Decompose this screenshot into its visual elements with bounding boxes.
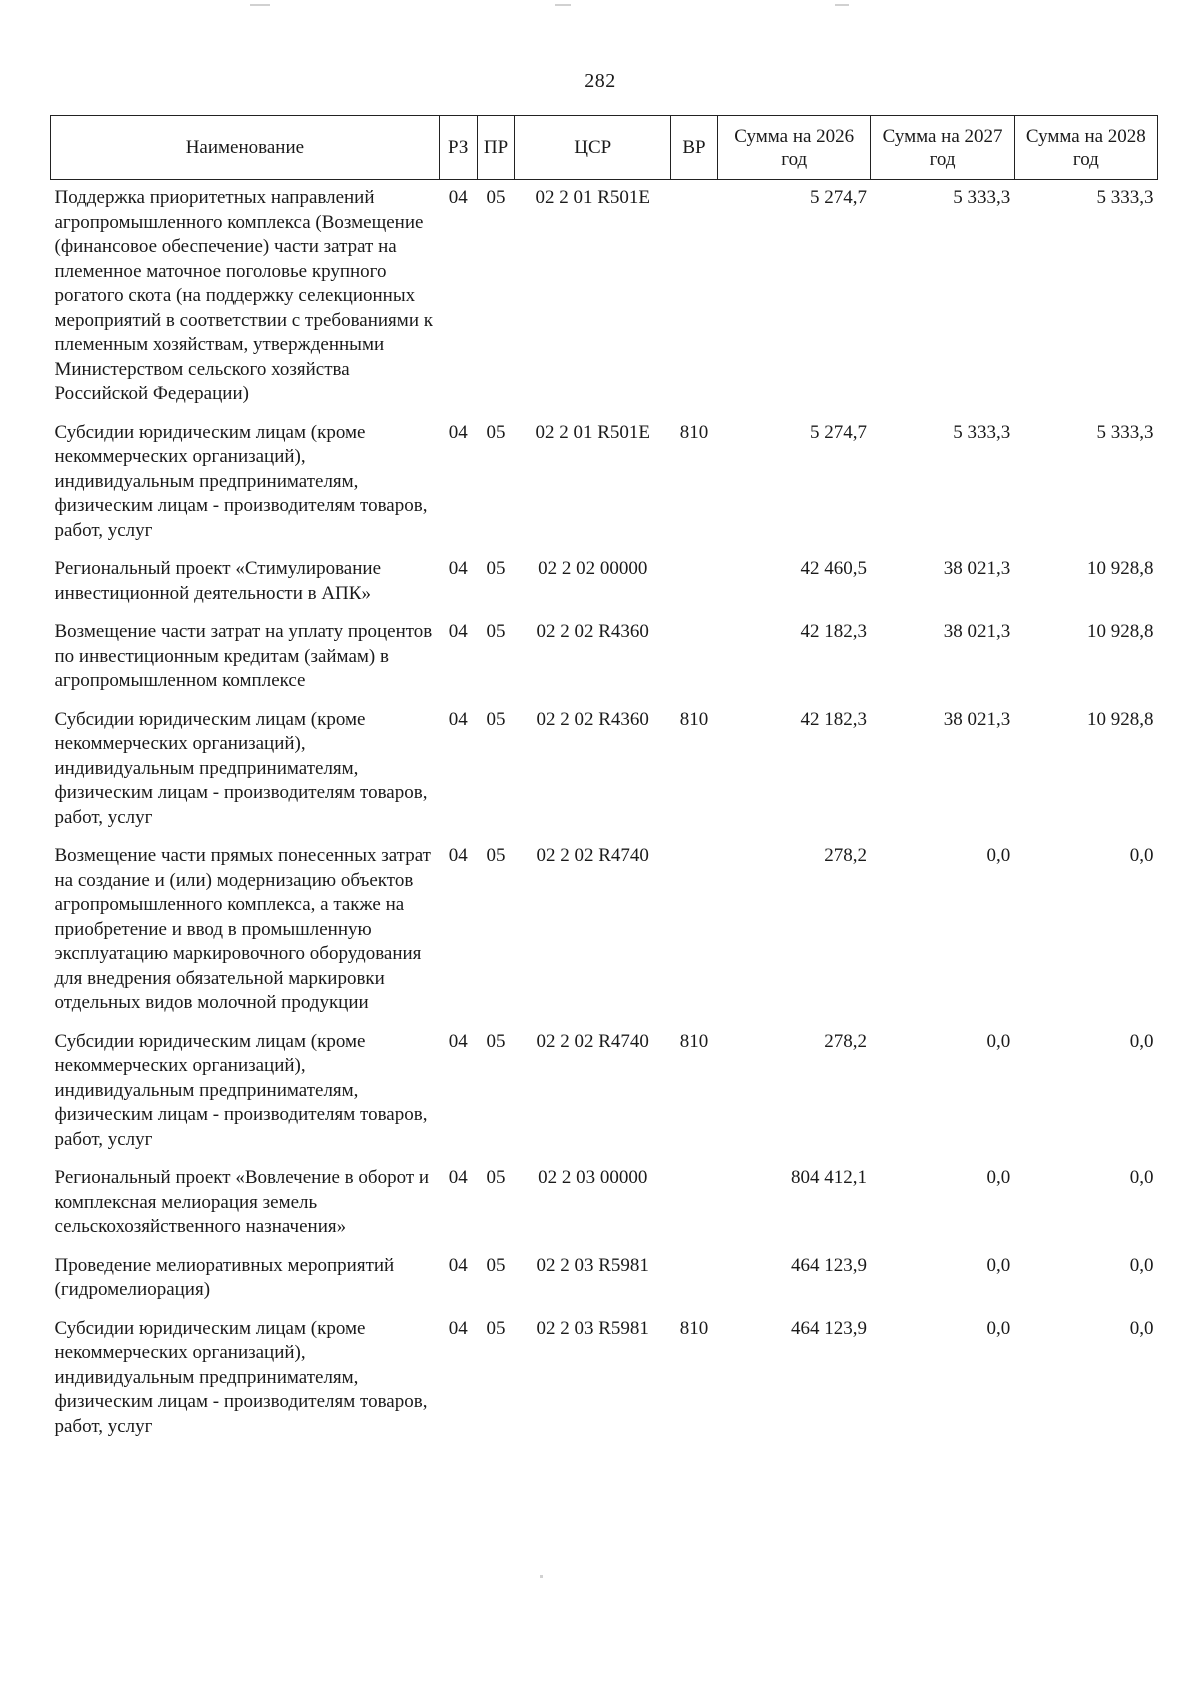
row-csr: 02 2 02 R4740 — [536, 845, 649, 866]
row-name: Субсидии юридическим лицам (кроме некоммерческих организаций), индивидуальным предпринимателям, физическим лицам - производителям товаров, работ, услуг — [54, 708, 428, 828]
row-vr: 810 — [679, 1317, 709, 1339]
row-csr: 02 2 01 R501E — [535, 187, 650, 208]
row-rz: 04 — [448, 1254, 468, 1276]
row-rz: 04 — [448, 1167, 468, 1188]
header-sum-2026: Сумма на 2026 год — [718, 116, 871, 180]
row-sum-2026: 42 182,3 — [800, 708, 867, 730]
row-sum-2026: 278,2 — [824, 1030, 867, 1052]
table-row — [51, 180, 1158, 415]
row-name: Субсидии юридическим лицам (кроме некоммерческих организаций), индивидуальным предпринимателям, физическим лицам - производителям товаров, работ, услуг — [54, 1317, 428, 1437]
row-pr: 05 — [486, 845, 506, 866]
row-vr — [670, 180, 717, 415]
table-header — [51, 116, 1158, 180]
row-sum-2027: 0,0 — [986, 845, 1011, 866]
table-row — [51, 614, 1158, 702]
table-body — [51, 180, 1158, 1448]
row-sum-2027: 0,0 — [986, 1167, 1011, 1188]
row-csr: 02 2 02 R4360 — [536, 621, 649, 642]
row-vr — [670, 1248, 717, 1311]
scan-speck — [540, 1575, 543, 1578]
table-row — [51, 702, 1158, 839]
row-name: Возмещение части прямых понесенных затрат на создание и (или) модернизацию объектов агропромышленного комплекса, а также на приобретение и ввод в промышленную эксплуатацию маркировочного оборудования для внедрения обязательной маркировки отдельных видов молочной продукции — [54, 845, 431, 1013]
row-csr: 02 2 02 R4740 — [536, 1030, 649, 1052]
row-pr: 05 — [486, 558, 506, 579]
page-number: 282 — [584, 70, 616, 92]
row-sum-2026: 804 412,1 — [790, 1167, 867, 1188]
header-name: Наименование — [51, 116, 440, 180]
table-row — [51, 551, 1158, 614]
row-vr: 810 — [679, 421, 709, 443]
row-vr: 810 — [679, 708, 709, 730]
row-vr: 810 — [679, 1030, 709, 1052]
row-sum-2026: 278,2 — [824, 845, 867, 866]
row-rz: 04 — [448, 1030, 468, 1052]
table-row — [51, 1311, 1158, 1448]
row-csr: 02 2 03 R5981 — [536, 1317, 649, 1339]
row-csr: 02 2 01 R501E — [535, 421, 650, 443]
row-name: Возмещение части затрат на уплату процентов по инвестиционным кредитам (займам) в агропромышленном комплексе — [54, 621, 433, 691]
row-pr: 05 — [486, 421, 506, 443]
row-pr: 05 — [486, 708, 506, 730]
row-sum-2028: 0,0 — [1129, 1254, 1154, 1276]
row-sum-2027: 0,0 — [986, 1254, 1011, 1276]
table-row — [51, 838, 1158, 1024]
row-pr: 05 — [486, 1030, 506, 1052]
row-rz: 04 — [448, 708, 468, 730]
row-sum-2026: 464 123,9 — [790, 1317, 867, 1339]
scan-speck — [835, 4, 849, 6]
row-pr: 05 — [486, 1167, 506, 1188]
row-vr — [670, 614, 717, 702]
row-sum-2028: 0,0 — [1129, 1167, 1154, 1188]
header-pr: ПР — [477, 116, 515, 180]
row-sum-2028: 0,0 — [1129, 845, 1154, 866]
header-rz: РЗ — [439, 116, 477, 180]
row-sum-2026: 5 274,7 — [809, 187, 867, 208]
row-name: Поддержка приоритетных направлений агропромышленного комплекса (Возмещение (финансовое обеспечение) части затрат на племенное маточное поголовье крупного рогатого скота (на поддержку селекционных мероприятий в соответствии с требованиями к племенным хозяйствам, утвержденными Министерством сельского хозяйства Российской Федерации) — [54, 187, 433, 404]
row-name: Региональный проект «Стимулирование инвестиционной деятельности в АПК» — [54, 558, 381, 604]
row-csr: 02 2 02 R4360 — [536, 708, 649, 730]
row-sum-2028: 10 928,8 — [1087, 621, 1154, 642]
row-sum-2027: 5 333,3 — [953, 421, 1011, 443]
table-row — [51, 1248, 1158, 1311]
row-sum-2026: 5 274,7 — [809, 421, 867, 443]
header-vr: ВР — [670, 116, 717, 180]
row-rz: 04 — [448, 1317, 468, 1339]
row-sum-2027: 38 021,3 — [943, 708, 1011, 730]
row-sum-2027: 0,0 — [986, 1030, 1011, 1052]
row-pr: 05 — [486, 1317, 506, 1339]
row-sum-2027: 0,0 — [986, 1317, 1011, 1339]
scan-speck — [250, 4, 270, 6]
row-name: Региональный проект «Вовлечение в оборот и комплексная мелиорация земель сельскохозяйственного назначения» — [54, 1167, 430, 1237]
row-sum-2028: 0,0 — [1129, 1317, 1154, 1339]
row-rz: 04 — [448, 187, 468, 208]
row-sum-2026: 42 182,3 — [800, 621, 867, 642]
header-sum-2027: Сумма на 2027 год — [871, 116, 1014, 180]
scan-speck — [555, 4, 571, 6]
row-sum-2026: 464 123,9 — [790, 1254, 867, 1276]
row-name: Субсидии юридическим лицам (кроме некоммерческих организаций), индивидуальным предпринимателям, физическим лицам - производителям товаров, работ, услуг — [54, 1030, 428, 1150]
row-sum-2028: 10 928,8 — [1087, 558, 1154, 579]
row-rz: 04 — [448, 558, 468, 579]
row-sum-2026: 42 460,5 — [800, 558, 867, 579]
row-pr: 05 — [486, 1254, 506, 1276]
row-name: Проведение мелиоративных мероприятий (гидромелиорация) — [54, 1254, 395, 1300]
row-csr: 02 2 03 00000 — [538, 1167, 648, 1188]
budget-table — [50, 115, 1158, 1447]
row-vr — [670, 551, 717, 614]
table-row — [51, 1024, 1158, 1161]
row-sum-2028: 10 928,8 — [1087, 708, 1154, 730]
row-rz: 04 — [448, 621, 468, 642]
row-sum-2027: 5 333,3 — [953, 187, 1011, 208]
header-sum-2028: Сумма на 2028 год — [1014, 116, 1157, 180]
row-pr: 05 — [486, 187, 506, 208]
row-name: Субсидии юридическим лицам (кроме некоммерческих организаций), индивидуальным предпринимателям, физическим лицам - производителям товаров, работ, услуг — [54, 421, 428, 541]
row-sum-2027: 38 021,3 — [943, 621, 1011, 642]
row-vr — [670, 838, 717, 1024]
row-sum-2028: 5 333,3 — [1096, 187, 1154, 208]
row-csr: 02 2 02 00000 — [538, 558, 648, 579]
table-row — [51, 415, 1158, 552]
row-rz: 04 — [448, 421, 468, 443]
table-row — [51, 1160, 1158, 1248]
row-sum-2027: 38 021,3 — [943, 558, 1011, 579]
row-rz: 04 — [448, 845, 468, 866]
row-csr: 02 2 03 R5981 — [536, 1254, 649, 1276]
row-sum-2028: 5 333,3 — [1096, 421, 1154, 443]
row-vr — [670, 1160, 717, 1248]
row-sum-2028: 0,0 — [1129, 1030, 1154, 1052]
header-csr: ЦСР — [515, 116, 671, 180]
row-pr: 05 — [486, 621, 506, 642]
